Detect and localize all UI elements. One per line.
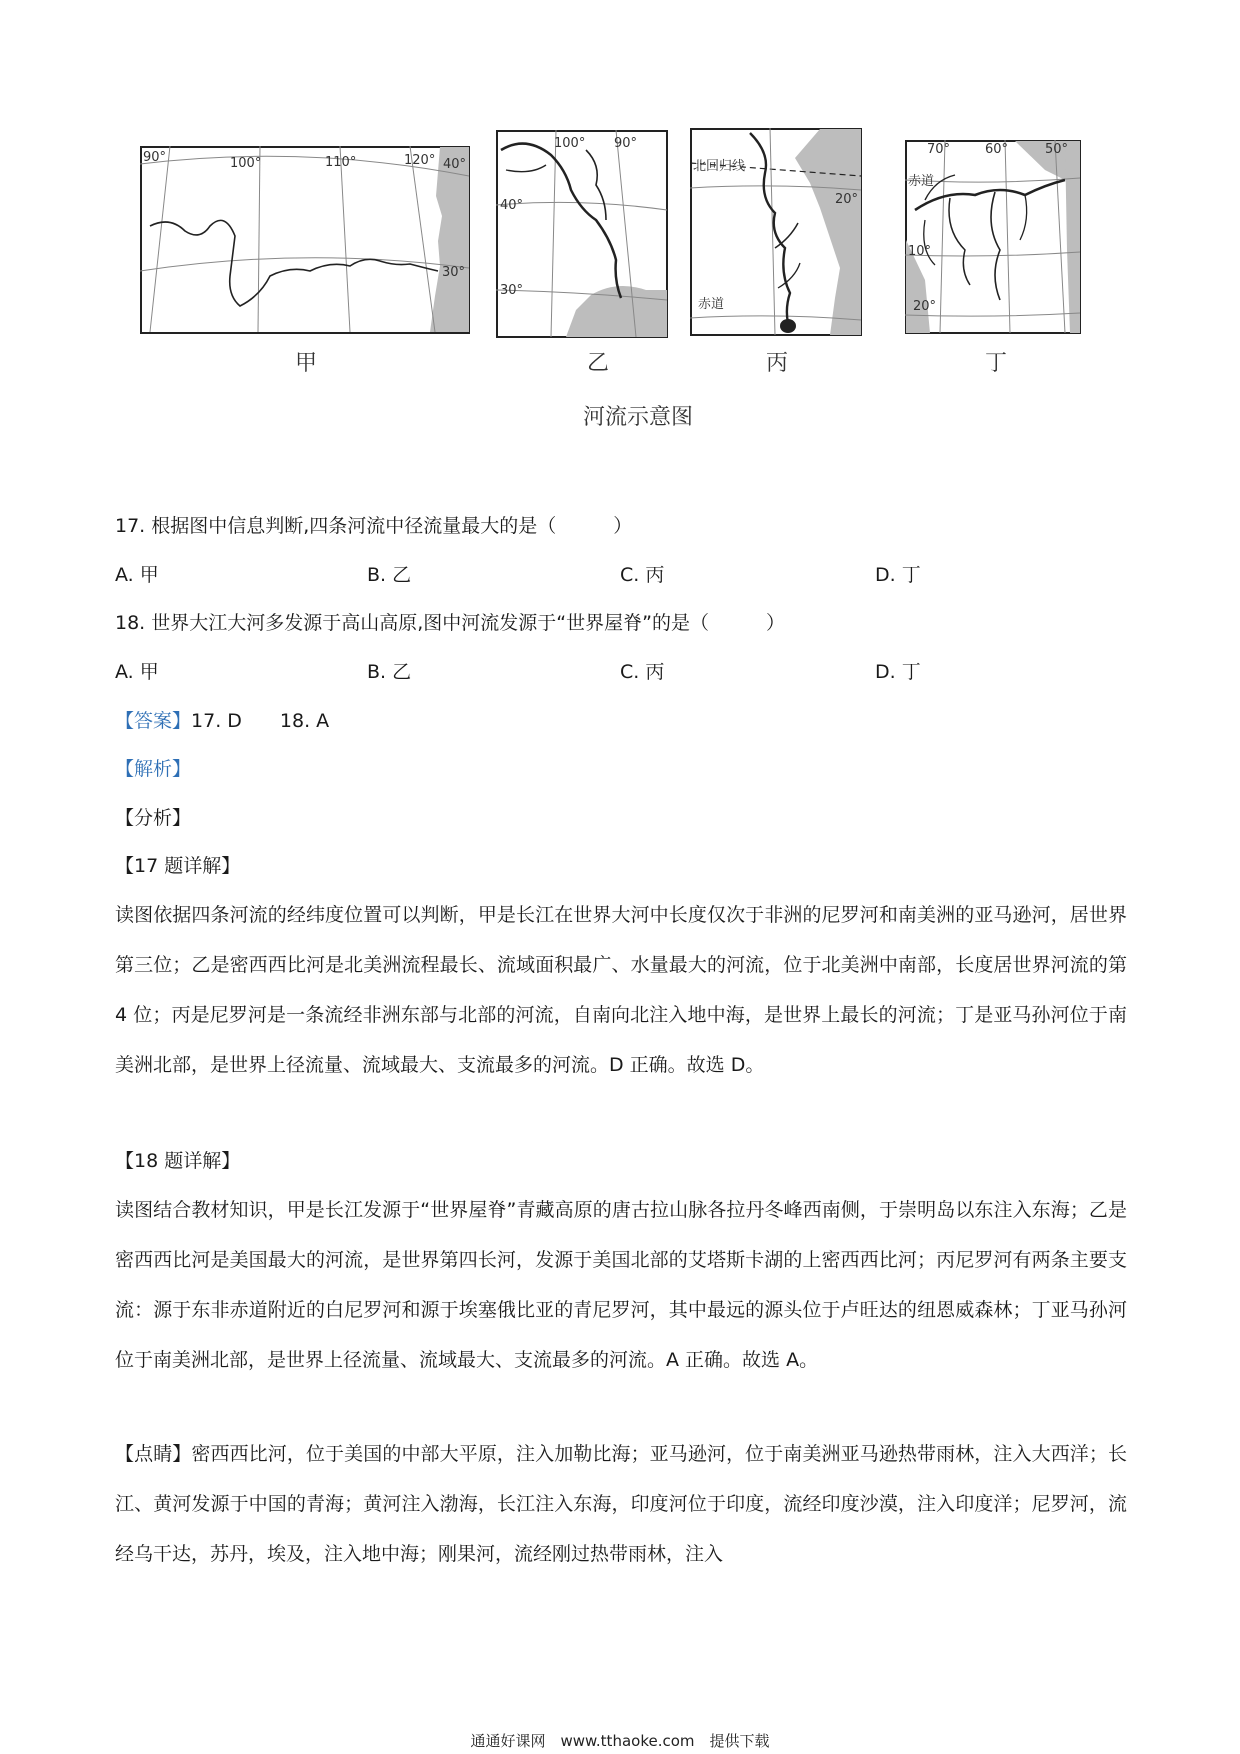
question-17-option-d: D. 丁 [875, 564, 921, 586]
question-18-option-c: C. 丙 [620, 661, 665, 683]
map-yi-label-3: 30° [500, 283, 524, 298]
dianjing-text: 密西西比河，位于美国的中部大平原，注入加勒比海；亚马逊河，位于南美洲亚马逊热带雨林，注入大西洋；长江、黄河发源于中国的青海；黄河注入渤海，长江注入东海，印度河位于印度，流经印度沙漠，注入印度洋；尼罗河，流经乌干达，苏丹，埃及，注入地中海；刚果河，流经刚过热带雨林，注入 [115, 1443, 1127, 1565]
figure-title: 河流示意图 [583, 405, 694, 430]
map-bing-label-2: 赤道 [698, 297, 725, 312]
map-yi [496, 130, 668, 340]
map-jia-label-2: 110° [325, 155, 357, 170]
answer-tag: 【答案】 [115, 710, 192, 732]
map-ding [905, 140, 1081, 335]
question-17-option-a: A. 甲 [115, 564, 159, 586]
map-yi-label-1: 90° [614, 136, 638, 151]
analysis-tag: 【解析】 [115, 758, 192, 780]
map-yi-label-2: 40° [500, 198, 524, 213]
q18-detail-text: 读图结合教材知识，甲是长江发源于“世界屋脊”青藏高原的唐古拉山脉各拉丹冬峰西南侧，于崇明岛以东注入东海；乙是密西西比河是美国最大的河流，是世界第四长河，发源于美国北部的艾塔斯卡湖的上密西西比河；丙尼罗河有两条主要支流：源于东非赤道附近的白尼罗河和源于埃塞俄比亚的青尼罗河，其中最远的源头位于卢旺达的纽恩威森林；丁亚马孙河位于南美洲北部，是世界上径流量、流域最大、支流最多的河流。A 正确。故选 A。 [115, 1199, 1127, 1371]
map-jia-label-1: 100° [230, 156, 262, 171]
map-ding-caption: 丁 [985, 351, 1008, 376]
map-ding-label-1: 60° [985, 142, 1009, 157]
map-ding-label-5: 20° [913, 299, 937, 314]
question-18-option-d: D. 丁 [875, 661, 921, 683]
q17-detail-tag: 【17 题详解】 [115, 855, 241, 877]
map-ding-label-2: 50° [1045, 142, 1069, 157]
map-jia-caption: 甲 [295, 351, 318, 376]
map-bing-label-1: 20° [835, 192, 859, 207]
river-figure [0, 0, 1240, 440]
question-17-option-c: C. 丙 [620, 564, 665, 586]
answer-line [115, 708, 329, 734]
map-jia [140, 146, 470, 336]
map-jia-label-3: 120° [404, 153, 436, 168]
map-bing [690, 128, 862, 338]
map-ding-label-0: 70° [927, 142, 951, 157]
question-18-stem: 18. 世界大江大河多发源于高山高原,图中河流发源于“世界屋脊”的是（ ） [115, 612, 785, 634]
question-17-stem: 17. 根据图中信息判断,四条河流中径流量最大的是（ ） [115, 515, 633, 537]
page-footer: 通通好课网 www.tthaoke.com 提供下载 [470, 1732, 770, 1750]
map-bing-caption: 丙 [766, 351, 789, 376]
question-18-option-a: A. 甲 [115, 661, 159, 683]
map-bing-label-0: 北回归线 [693, 159, 746, 174]
map-yi-caption: 乙 [587, 351, 610, 376]
map-jia-label-5: 30° [442, 265, 466, 280]
fenxi-tag: 【分析】 [115, 807, 192, 829]
map-ding-label-4: 10° [908, 244, 932, 259]
q17-detail-text: 读图依据四条河流的经纬度位置可以判断，甲是长江在世界大河中长度仅次于非洲的尼罗河和南美洲的亚马逊河，居世界第三位；乙是密西西比河是北美洲流程最长、流域面积最广、水量最大的河流，位于北美洲中南部，长度居世界河流的第 4 位；丙是尼罗河是一条流经非洲东部与北部的河流，自南向北注入地中海，是世界上最长的河流；丁是亚马孙河位于南美洲北部，是世界上径流量、流域最大、支流最多的河流。D 正确。故选 D。 [115, 904, 1127, 1076]
map-yi-label-0: 100° [554, 136, 586, 151]
answer-text: 17. D 18. A [191, 710, 330, 732]
q18-detail-tag: 【18 题详解】 [115, 1150, 241, 1172]
dianjing-tag: 【点睛】 [115, 1443, 192, 1465]
question-18-option-b: B. 乙 [367, 661, 412, 683]
map-jia-label-0: 90° [143, 150, 167, 165]
map-jia-label-4: 40° [443, 157, 467, 172]
dianjing-paragraph [115, 1429, 1127, 1579]
map-ding-label-3: 赤道 [908, 174, 935, 189]
question-17-option-b: B. 乙 [367, 564, 412, 586]
